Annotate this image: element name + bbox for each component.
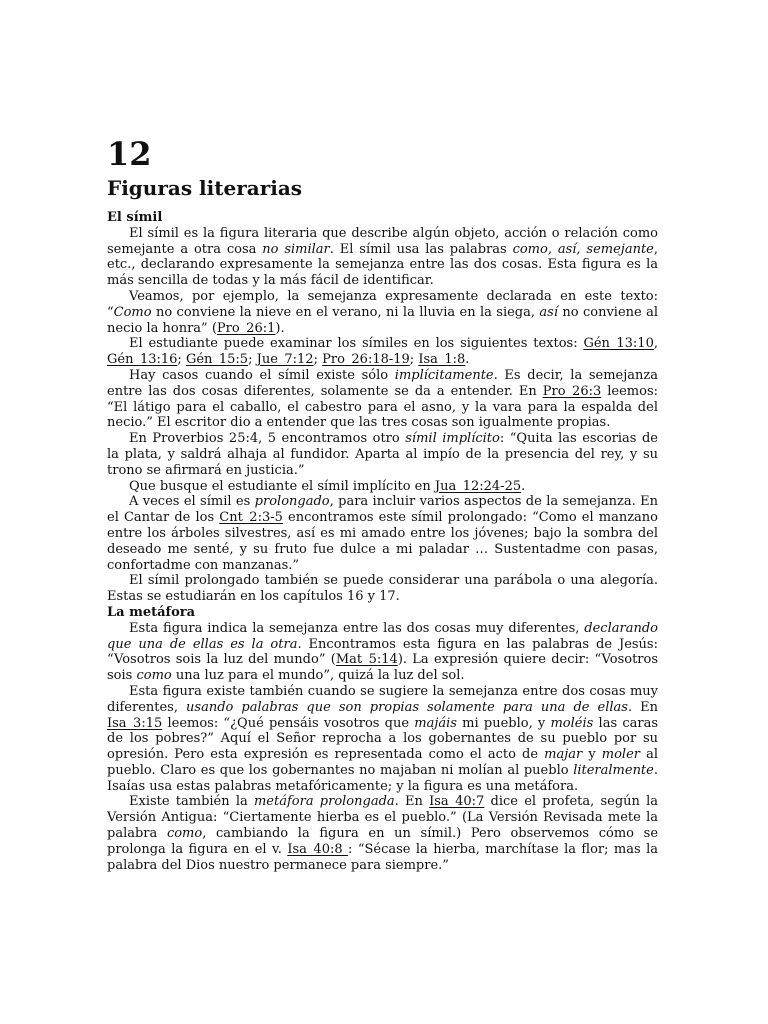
paragraph	[107, 368, 658, 431]
paragraph	[107, 431, 658, 478]
text-run: Esta figura existe también cuando se sugiere la semejanza entre dos cosas muy diferentes,	[107, 683, 658, 715]
paragraph	[107, 226, 658, 289]
text-run: . En	[627, 699, 658, 715]
italic-text: majáis	[414, 715, 457, 731]
paragraph	[107, 684, 658, 795]
text-run: El estudiante puede examinar los símiles en los siguientes textos:	[129, 336, 584, 352]
italic-text: no similar	[262, 241, 330, 257]
text-run: El símil es la figura literaria que describe algún objeto, acción o relación como semejante a otra cosa	[107, 225, 658, 257]
italic-text: Como	[113, 304, 152, 320]
text-run: , cambiando la figura en un símil.) Pero observemos cómo se prolonga la figura en el v.	[107, 826, 659, 857]
text-run: Esta figura indica la semejanza entre las dos cosas muy diferentes,	[129, 620, 585, 636]
text-run: Que busque el estudiante el símil implícito en	[129, 478, 435, 494]
chapter-title: Figuras literarias	[107, 176, 303, 200]
text-run: , para incluir varios aspectos de la semejanza. En el Cantar de los	[107, 494, 659, 526]
text-run: : “Quita las escorias de la plata, y saldrá alhaja al fundidor. Aparta al impío de la presencia del rey, y su trono se afirmará en justicia.”	[107, 431, 658, 478]
text-run: . En	[394, 794, 430, 810]
scripture-link[interactable]: Pro_26:3	[542, 383, 602, 399]
text-run: , etc., declarando expresamente la semejanza entre las dos cosas. Esta figura es la más sencilla de todas y la más fácil de identificar.	[107, 241, 659, 289]
text-run: ;	[248, 352, 257, 368]
text-run: . Encontramos esta figura en las palabras de Jesús: “Vosotros sois la luz del mundo” (	[107, 636, 658, 668]
text-run: una luz para el mundo”, quizá la luz del sol.	[171, 668, 465, 684]
scripture-link[interactable]: Jue_7:12	[256, 352, 314, 368]
text-run: no conviene la nieve en el verano, ni la lluvia en la siega,	[151, 304, 540, 320]
section-heading-simil: El símil	[107, 210, 163, 225]
text-run: En Proverbios 25:4, 5 encontramos otro	[129, 431, 406, 447]
scripture-link[interactable]: Mat_5:14	[335, 652, 398, 668]
paragraph	[107, 479, 658, 495]
scripture-link[interactable]: Gén_13:16	[107, 352, 178, 368]
italic-text: metáfora prolongada	[253, 794, 395, 810]
text-run: A veces el símil es	[129, 494, 255, 510]
scripture-link[interactable]: Jua_12:24-25	[434, 478, 522, 494]
text-run: Veamos, por ejemplo, la semejanza expresamente declarada en este texto: “	[107, 288, 658, 320]
scripture-link[interactable]: Gén_15:5	[185, 352, 249, 368]
italic-text: como	[166, 826, 203, 842]
scripture-link[interactable]: Pro_26:1	[216, 320, 276, 336]
text-run: ).	[275, 320, 285, 336]
text-run: : “Sécase la hierba, marchítase la flor; mas la palabra del Dios nuestro permanece para siempre.”	[107, 841, 658, 873]
text-run: encontramos este símil prolongado: “Como el manzano entre los árboles silvestres, así es mi amado entre los jóvenes; bajo la sombra del deseado me senté, y su fruto fue dulce a mi paladar … Sustentadme con pasas, confortadme con manzanas.”	[107, 510, 659, 573]
italic-text: moler	[601, 747, 640, 763]
text-run: y	[582, 747, 602, 763]
text-run: ;	[409, 352, 419, 368]
paragraph	[107, 289, 658, 336]
italic-text: moléis	[550, 715, 594, 731]
scripture-link[interactable]: Isa_40:7	[429, 794, 485, 810]
text-run: .	[465, 352, 470, 368]
italic-text: como	[136, 668, 172, 684]
text-run: dice el profeta, según la Versión Antigua: “Ciertamente hierba es el pueblo.” (La Versión Revisada mete la palabra	[107, 794, 658, 842]
italic-text: majar	[544, 747, 583, 763]
text-run: .	[521, 478, 526, 494]
paragraph	[107, 336, 658, 368]
text-run: al pueblo. Claro es que los gobernantes no majaban ni molían al pueblo	[107, 747, 658, 778]
italic-text: prolongado	[254, 494, 330, 510]
text-run: ;	[313, 352, 323, 368]
text-run: . Es decir, la semejanza entre las dos cosas diferentes, solamente se da a entender. En	[107, 367, 659, 399]
scripture-link[interactable]: Isa_3:15	[107, 715, 163, 731]
text-run: . El símil usa las palabras	[329, 241, 513, 257]
scripture-link[interactable]: Isa_1:8	[418, 352, 466, 368]
scripture-link[interactable]: Cnt_2:3-5	[219, 510, 283, 526]
italic-text: usando palabras que son propias solamente para una de ellas	[186, 699, 628, 715]
paragraph	[107, 494, 658, 573]
italic-text: literalmente	[573, 762, 654, 778]
paragraph	[107, 621, 658, 684]
scripture-link[interactable]: Isa_40:8	[287, 841, 349, 857]
text-run: mi pueblo, y	[456, 715, 551, 731]
chapter-body	[107, 210, 658, 873]
italic-text: declarando que una de ellas es la otra	[107, 620, 658, 652]
scripture-link[interactable]: Pro_26:18-19	[322, 352, 410, 368]
text-run: no conviene al necio la honra” (	[107, 304, 658, 336]
chapter-number: 12	[107, 135, 152, 173]
italic-text: implícitamente	[394, 367, 494, 383]
text-run: ;	[177, 352, 186, 368]
section-heading-metafora: La metáfora	[107, 604, 196, 620]
italic-text: como, así, semejante	[512, 241, 654, 257]
italic-text: así	[539, 304, 558, 320]
text-run: . Isaías usa estas palabras metafóricamente; y la figura es una metáfora.	[107, 762, 658, 794]
text-run: ,	[653, 336, 658, 352]
italic-text: símil implícito	[405, 431, 500, 447]
text-run: Existe también la	[129, 794, 254, 810]
text-run: ). La expresión quiere decir: “Vosotros sois	[107, 652, 659, 684]
paragraph	[107, 794, 658, 873]
paragraph	[107, 573, 658, 605]
text-run: Hay casos cuando el símil existe sólo	[129, 367, 395, 383]
text-run: leemos: “¿Qué pensáis vosotros que	[162, 715, 415, 731]
scripture-link[interactable]: Gén_13:10	[583, 336, 654, 352]
text-run: leemos: “El látigo para el caballo, el cabestro para el asno, y la vara para la espalda del necio.” El escritor dio a entender que las tres cosas son igualmente propias.	[107, 383, 658, 431]
text-run: las caras de los pobres?” Aquí el Señor reprocha a los gobernantes de su pueblo por su opresión. Pero esta expresión es representada como el acto de	[107, 715, 659, 763]
text-run: El símil prolongado también se puede considerar una parábola o una alegoría. Estas se estudiarán en los capítulos 16 y 17.	[107, 573, 658, 605]
